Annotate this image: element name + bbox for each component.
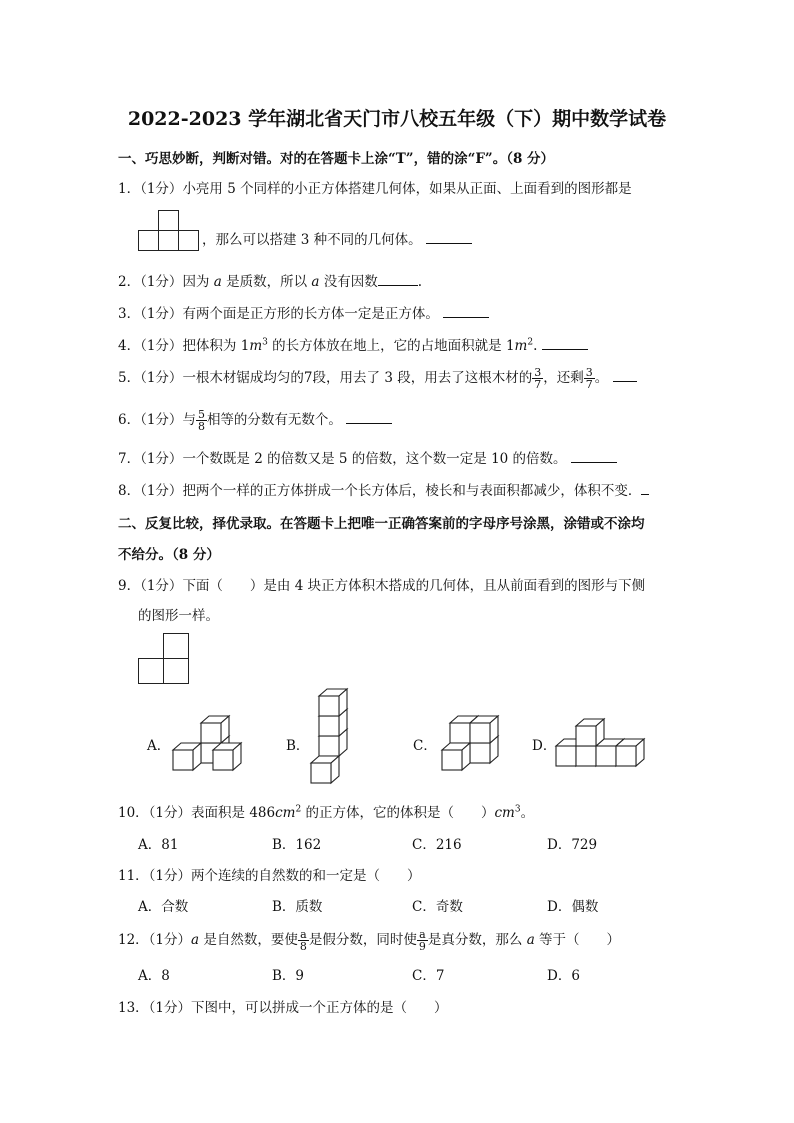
question-1-cont xyxy=(202,228,472,248)
variable: a xyxy=(213,274,222,290)
question-2 xyxy=(118,270,422,290)
question-number: 8．（1分） xyxy=(118,483,183,499)
cube xyxy=(470,716,498,743)
fraction-denominator: 7 xyxy=(585,378,593,391)
question-text: 一根木材锯成均匀的7段，用去了 3 段，用去了这根木材的 xyxy=(182,370,533,386)
question-text: ，那么可以搭建 3 种不同的几何体。 xyxy=(202,232,422,248)
question-number: 4．（1分） xyxy=(118,338,183,354)
cube xyxy=(442,743,470,770)
question-9-cont: 的图形一样。 xyxy=(138,608,219,624)
unit: cm xyxy=(494,805,515,821)
question-12 xyxy=(118,928,620,952)
question-text: 是真分数，那么 xyxy=(427,932,527,948)
variable: a xyxy=(311,274,320,290)
question-text: 没有因数 xyxy=(319,274,378,290)
cube xyxy=(213,743,241,770)
question-text: 是假分数，同时使 xyxy=(308,932,417,948)
question-number: 10．（1分） xyxy=(118,805,192,821)
fraction-denominator: 7 xyxy=(534,378,542,391)
fraction xyxy=(418,929,427,952)
fraction-numerator: 5 xyxy=(197,408,205,421)
question-text: 把两个一样的正方体拼成一个长方体后，棱长和与表面积都减少，体积不变． xyxy=(182,483,642,499)
answer-blank[interactable] xyxy=(641,481,649,495)
question-10 xyxy=(118,801,534,821)
cube xyxy=(173,743,201,770)
fraction xyxy=(197,409,206,432)
question-number: 3．（1分） xyxy=(118,306,183,322)
section-2-heading-cont: 不给分。（8 分） xyxy=(118,547,220,563)
answer-blank[interactable] xyxy=(613,368,637,382)
question-text: 的正方体，它的体积是（ ） xyxy=(301,805,495,821)
fraction-denominator: 8 xyxy=(299,940,307,953)
question-number: 2．（1分） xyxy=(118,274,183,290)
page-title: 2022-2023 学年湖北省天门市八校五年级（下）期中数学试卷 xyxy=(127,108,667,130)
question-text: 与 xyxy=(182,412,196,428)
cube xyxy=(319,689,347,716)
option-a[interactable]: A．8 xyxy=(138,968,170,984)
question-13 xyxy=(118,996,448,1016)
option-a[interactable]: A．81 xyxy=(138,837,179,853)
q9-front-view-figure xyxy=(138,633,190,685)
question-text: 小亮用 5 个同样的小正方体搭建几何体，如果从正面、上面看到的图形都是 xyxy=(182,181,632,197)
fraction-numerator: 3 xyxy=(585,366,593,379)
question-text: ，还剩 xyxy=(543,370,584,386)
question-text: 两个连续的自然数的和一定是（ ） xyxy=(191,868,421,884)
question-number: 12．（1分） xyxy=(118,932,192,948)
question-text: 表面积是 486 xyxy=(191,805,276,821)
option-c[interactable]: C．奇数 xyxy=(412,899,463,915)
cube xyxy=(201,716,229,743)
option-b-figure[interactable] xyxy=(305,695,355,785)
fraction xyxy=(533,367,542,390)
exponent: 2 xyxy=(527,337,534,348)
question-3 xyxy=(118,302,489,322)
fraction xyxy=(299,929,308,952)
option-a-label[interactable]: A． xyxy=(147,738,171,754)
question-text: 等于（ ） xyxy=(534,932,621,948)
section-1-heading: 一、巧思妙断，判断对错。对的在答题卡上涂“T”，错的涂“F”。（8 分） xyxy=(118,151,555,167)
exponent: 2 xyxy=(295,804,302,815)
question-text: 下面（ ）是由 4 块正方体积木搭成的几何体，且从前面看到的图形与下侧 xyxy=(182,578,646,594)
cube xyxy=(311,756,339,783)
option-d[interactable]: D．偶数 xyxy=(547,899,599,915)
cube xyxy=(616,739,644,766)
question-text: 一个数既是 2 的倍数又是 5 的倍数，这个数一定是 10 的倍数。 xyxy=(182,451,567,467)
fraction-denominator: 8 xyxy=(197,420,205,433)
option-b[interactable]: B．9 xyxy=(272,968,305,984)
section-2-heading: 二、反复比较，择优录取。在答题卡上把唯一正确答案前的字母序号涂黑，涂错或不涂均 xyxy=(118,516,645,532)
option-a[interactable]: A．合数 xyxy=(138,899,189,915)
option-b-label[interactable]: B． xyxy=(286,738,310,754)
option-d-label[interactable]: D． xyxy=(532,738,557,754)
variable: a xyxy=(191,932,200,948)
exponent: 3 xyxy=(514,804,521,815)
question-number: 13．（1分） xyxy=(118,1000,192,1016)
question-number: 7．（1分） xyxy=(118,451,183,467)
question-text: 有两个面是正方形的长方体一定是正方体。 xyxy=(182,306,439,322)
answer-blank[interactable] xyxy=(346,410,392,424)
question-9 xyxy=(118,574,645,594)
question-6 xyxy=(118,408,392,432)
question-8 xyxy=(118,479,649,499)
fraction-denominator: 9 xyxy=(418,940,426,953)
question-11 xyxy=(118,864,421,884)
cube xyxy=(576,719,604,746)
option-c-figure[interactable] xyxy=(434,705,494,775)
question-number: 1．（1分） xyxy=(118,181,183,197)
q1-figure xyxy=(138,210,200,252)
fraction xyxy=(585,367,594,390)
question-number: 11．（1分） xyxy=(118,868,192,884)
answer-blank[interactable] xyxy=(378,272,418,286)
answer-blank[interactable] xyxy=(426,230,472,244)
question-text: 。 xyxy=(520,805,535,821)
question-text: 是自然数，要使 xyxy=(199,932,298,948)
option-c[interactable]: C．7 xyxy=(412,968,445,984)
option-a-figure[interactable] xyxy=(165,705,240,775)
option-b[interactable]: B．162 xyxy=(272,837,322,853)
question-text: 的长方体放在地上，它的占地面积就是 1 xyxy=(267,338,515,354)
option-c[interactable]: C．216 xyxy=(412,837,462,853)
option-d-figure[interactable] xyxy=(550,710,635,770)
question-text: . xyxy=(417,274,423,290)
question-text: 因为 xyxy=(182,274,214,290)
question-text: 是质数，所以 xyxy=(221,274,312,290)
question-text: 。 xyxy=(594,370,609,386)
question-1 xyxy=(118,177,632,197)
unit: m xyxy=(514,338,528,354)
unit: cm xyxy=(275,805,296,821)
option-b[interactable]: B．质数 xyxy=(272,899,323,915)
option-c-label[interactable]: C． xyxy=(413,738,437,754)
fraction-numerator: a xyxy=(300,928,307,941)
question-text: . xyxy=(533,338,538,354)
answer-blank[interactable] xyxy=(542,336,588,350)
question-text: 相等的分数有无数个。 xyxy=(206,412,342,428)
question-5 xyxy=(118,366,637,390)
question-number: 6．（1分） xyxy=(118,412,183,428)
fraction-numerator: 3 xyxy=(534,366,542,379)
variable: a xyxy=(526,932,535,948)
question-number: 5．（1分） xyxy=(118,370,183,386)
exponent: 3 xyxy=(262,337,268,348)
question-4 xyxy=(118,334,588,354)
question-text: 把体积为 1 xyxy=(182,338,250,354)
option-d[interactable]: D．6 xyxy=(547,968,580,984)
question-7 xyxy=(118,447,617,467)
answer-blank[interactable] xyxy=(443,304,489,318)
question-text: 下图中，可以拼成一个正方体的是（ ） xyxy=(191,1000,448,1016)
fraction-numerator: a xyxy=(419,928,426,941)
question-number: 9．（1分） xyxy=(118,578,183,594)
option-d[interactable]: D．729 xyxy=(547,837,598,853)
answer-blank[interactable] xyxy=(571,449,617,463)
unit: m xyxy=(249,338,263,354)
